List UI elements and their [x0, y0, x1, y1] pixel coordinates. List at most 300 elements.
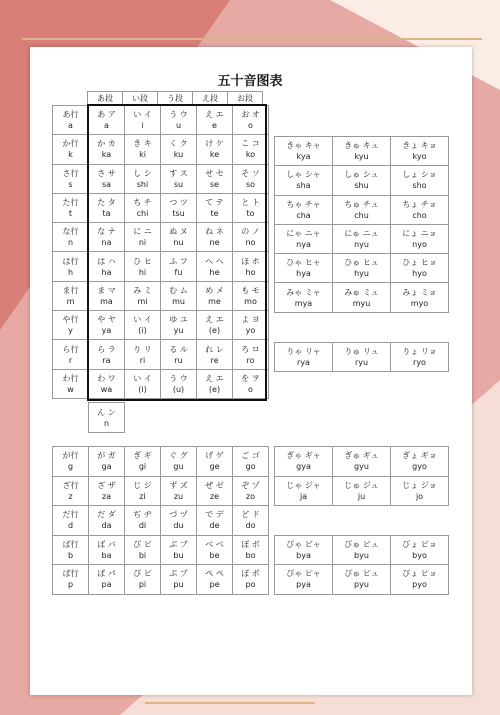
romaji-text: kyo	[412, 152, 427, 162]
romaji-text: shu	[354, 181, 369, 191]
yoon-cell	[332, 165, 391, 195]
dakuon-cell	[160, 564, 197, 595]
kana-text: ご ゴ	[241, 451, 260, 461]
kana-cell	[88, 134, 125, 164]
romaji-text: byu	[354, 550, 369, 560]
row-label	[52, 564, 89, 595]
yoon-cell	[274, 224, 333, 254]
kana-text: りゅ リュ	[344, 347, 379, 357]
yoon-cell	[274, 165, 333, 195]
dakuon-yoon-cell	[332, 476, 391, 507]
row-label	[52, 310, 89, 340]
yoon-cell	[332, 253, 391, 283]
romaji-text: so	[245, 179, 256, 189]
romaji-text: pa	[101, 580, 112, 590]
romaji-text: zo	[245, 491, 256, 501]
dakuon-cell	[124, 564, 161, 595]
romaji-text: ryu	[354, 358, 369, 368]
romaji-text: bu	[173, 550, 184, 560]
kana-cell	[160, 164, 197, 194]
romaji-text: ro	[246, 355, 255, 365]
kana-text: が行	[62, 451, 79, 461]
romaji-text: p	[67, 580, 74, 590]
romaji-text: ryo	[413, 358, 426, 368]
romaji-text: nu	[173, 238, 184, 248]
kana-cell	[160, 251, 197, 281]
romaji-text: byo	[412, 550, 427, 560]
empty-slot	[332, 505, 390, 535]
kana-text: は行	[62, 256, 79, 266]
romaji-text: e	[212, 121, 217, 131]
romaji-text: (i)	[138, 326, 147, 336]
kana-text: びゃ ビャ	[286, 539, 321, 549]
kana-cell	[124, 134, 161, 164]
kana-text: う ウ	[169, 110, 188, 120]
dakuon-cell	[160, 476, 197, 507]
kana-cell	[196, 369, 233, 399]
kana-text: む ム	[169, 285, 188, 295]
column-header: あ段	[87, 91, 123, 105]
kana-cell	[88, 369, 125, 399]
romaji-text: kya	[296, 152, 311, 162]
kana-cell	[232, 339, 269, 369]
yoon-cell	[390, 253, 449, 283]
kana-cell	[88, 281, 125, 311]
kana-cell	[88, 105, 125, 135]
dakuon-cell	[124, 446, 161, 477]
kana-text: ら行	[62, 344, 79, 354]
kana-text: ちゅ チュ	[344, 199, 379, 209]
kana-text: づ ヅ	[169, 510, 188, 520]
kana-text: さ サ	[97, 168, 116, 178]
romaji-text: gyo	[412, 462, 427, 472]
romaji-text: b	[67, 550, 74, 560]
romaji-text: re	[210, 355, 219, 365]
romaji-text: tsu	[172, 209, 185, 219]
kana-cell	[88, 164, 125, 194]
column-headers	[88, 91, 263, 105]
romaji-text: du	[173, 521, 184, 531]
yoon-cell	[274, 282, 333, 312]
romaji-text: o	[248, 384, 253, 394]
kana-cell	[88, 222, 125, 252]
dakuon-cell	[88, 505, 125, 536]
kana-cell	[124, 222, 161, 252]
kana-text: さ行	[62, 168, 79, 178]
kana-cell	[196, 222, 233, 252]
dakuon-cell	[232, 564, 269, 595]
yoon-cell	[332, 195, 391, 225]
kana-cell	[124, 369, 161, 399]
romaji-text: gya	[296, 462, 311, 472]
yoon-ra-table	[274, 342, 448, 371]
kana-text: ず ズ	[169, 480, 188, 490]
kana-text: け ケ	[205, 139, 224, 149]
romaji-text: pya	[296, 580, 311, 590]
dakuon-yoon-cell	[390, 476, 449, 507]
kana-text: す ス	[169, 168, 188, 178]
romaji-text: ya	[101, 326, 112, 336]
column-header: う段	[157, 91, 193, 105]
yoon-cell	[332, 342, 391, 372]
kana-text: りょ リョ	[402, 347, 437, 357]
kana-text: みゅ ミュ	[344, 287, 379, 297]
kana-cell	[196, 339, 233, 369]
kana-text: ん ン	[97, 407, 116, 417]
dakuon-yoon-table	[274, 446, 448, 594]
kana-text: お オ	[241, 110, 260, 120]
column-header: い段	[122, 91, 158, 105]
kana-text: で デ	[205, 510, 224, 520]
dakuon-cell	[160, 535, 197, 566]
kana-text: じゃ ジャ	[286, 480, 321, 490]
kana-text: く ク	[169, 139, 188, 149]
kana-text: ぱ パ	[97, 569, 116, 579]
kana-text: つ ツ	[169, 198, 188, 208]
romaji-text: m	[66, 296, 75, 306]
romaji-text: hi	[138, 267, 147, 277]
dakuon-cell	[88, 476, 125, 507]
kana-text: じゅ ジュ	[344, 480, 379, 490]
romaji-text: wa	[100, 384, 113, 394]
romaji-text: h	[67, 267, 74, 277]
gold-line-bottom	[145, 702, 315, 704]
kana-text: ぼ ボ	[241, 539, 260, 549]
romaji-text: mo	[244, 296, 257, 306]
romaji-text: hya	[296, 269, 311, 279]
row-label	[52, 339, 89, 369]
kana-cell	[196, 281, 233, 311]
column-header: お段	[227, 91, 263, 105]
dakuon-cell	[196, 535, 233, 566]
romaji-text: de	[209, 521, 220, 531]
yoon-cell	[390, 282, 449, 312]
romaji-text: po	[245, 580, 256, 590]
romaji-text: pu	[173, 580, 184, 590]
kana-text: ば行	[62, 539, 79, 549]
dakuon-yoon-cell	[274, 446, 333, 477]
kana-cell	[232, 222, 269, 252]
kana-text: ぎょ ギョ	[402, 451, 437, 461]
kana-text: ぬ ヌ	[169, 227, 188, 237]
kana-text: あ行	[62, 110, 79, 120]
kana-text: ざ行	[62, 480, 79, 490]
dakuon-cell	[196, 505, 233, 536]
dakuon-cell	[196, 446, 233, 477]
romaji-text: cho	[412, 210, 427, 220]
kana-text: ら ラ	[97, 344, 116, 354]
romaji-text: o	[248, 121, 253, 131]
dakuon-cell	[88, 564, 125, 595]
yoon-cell	[390, 136, 449, 166]
romaji-text: me	[208, 296, 221, 306]
kana-cell	[124, 164, 161, 194]
romaji-text: ha	[101, 267, 112, 277]
yoon-cell	[274, 253, 333, 283]
row-label	[52, 281, 89, 311]
kana-cell	[160, 339, 197, 369]
kana-text: や ヤ	[97, 315, 116, 325]
kana-text: な行	[62, 227, 79, 237]
yoon-cell	[274, 195, 333, 225]
romaji-text: ru	[174, 355, 183, 365]
dakuon-cell	[160, 505, 197, 536]
kana-text: て テ	[205, 198, 224, 208]
kana-text: の ノ	[241, 227, 260, 237]
kana-text: み ミ	[133, 285, 152, 295]
kana-cell	[88, 193, 125, 223]
romaji-text: pi	[138, 580, 147, 590]
kana-cell	[196, 164, 233, 194]
kana-text: びょ ビョ	[402, 539, 437, 549]
dakuon-yoon-cell	[274, 535, 333, 566]
romaji-text: bya	[296, 550, 311, 560]
kana-cell	[232, 251, 269, 281]
kana-cell	[124, 339, 161, 369]
kana-cell	[160, 193, 197, 223]
kana-text: を ヲ	[241, 373, 260, 383]
kana-text: え エ	[205, 373, 224, 383]
romaji-text: ta	[102, 209, 111, 219]
romaji-text: zu	[173, 491, 184, 501]
kana-text: あ ア	[97, 110, 116, 120]
kana-cell-n	[88, 402, 125, 433]
kana-text: ちょ チョ	[402, 199, 437, 209]
kana-text: しょ ショ	[402, 170, 437, 180]
kana-text: みょ ミョ	[402, 287, 437, 297]
romaji-text: a	[104, 121, 109, 131]
yoon-cell	[390, 195, 449, 225]
dakuon-cell	[88, 535, 125, 566]
romaji-text: ko	[245, 150, 256, 160]
row-label	[52, 535, 89, 566]
kana-text: ぴ ピ	[133, 569, 152, 579]
kana-cell	[160, 134, 197, 164]
romaji-text: d	[67, 521, 74, 531]
kana-text: だ ダ	[97, 510, 116, 520]
kana-text: しゃ シャ	[286, 170, 321, 180]
yoon-cell	[332, 224, 391, 254]
column-header: え段	[192, 91, 228, 105]
kana-text: にゃ ニャ	[286, 229, 321, 239]
romaji-text: no	[245, 238, 256, 248]
romaji-text: ne	[209, 238, 220, 248]
kana-text: ろ ロ	[241, 344, 260, 354]
row-label	[52, 134, 89, 164]
romaji-text: ri	[139, 355, 146, 365]
kana-text: た タ	[97, 198, 116, 208]
kana-cell	[196, 310, 233, 340]
kana-text: にょ ニョ	[402, 229, 437, 239]
kana-cell	[232, 105, 269, 135]
kana-text: せ セ	[205, 168, 224, 178]
romaji-text: mu	[172, 296, 185, 306]
row-label	[52, 446, 89, 477]
kana-text: き キ	[133, 139, 152, 149]
kana-text: ひゅ ヒュ	[344, 258, 379, 268]
kana-text: じ ジ	[133, 480, 152, 490]
romaji-text: bo	[245, 550, 256, 560]
romaji-text: yu	[173, 326, 184, 336]
gold-line-top	[22, 38, 482, 40]
kana-text: ひ ヒ	[133, 256, 152, 266]
romaji-text: sha	[296, 181, 311, 191]
kana-cell	[124, 310, 161, 340]
kana-text: べ ベ	[205, 539, 224, 549]
romaji-text: chi	[136, 209, 149, 219]
romaji-text: ka	[101, 150, 112, 160]
dakuon-cell	[196, 476, 233, 507]
kana-text: に ニ	[133, 227, 152, 237]
romaji-text: ni	[138, 238, 147, 248]
dakuon-cell	[232, 535, 269, 566]
kana-text: ぜ ゼ	[205, 480, 224, 490]
kana-text: ま マ	[97, 285, 116, 295]
yoon-cell	[332, 282, 391, 312]
romaji-text: zi	[139, 491, 146, 501]
page-title: 五十音图表	[217, 74, 283, 89]
kana-cell	[232, 310, 269, 340]
kana-text: り リ	[133, 344, 152, 354]
dakuon-cell	[124, 476, 161, 507]
n-kana-table	[88, 402, 124, 432]
romaji-text: pe	[209, 580, 220, 590]
dakuon-cell	[232, 476, 269, 507]
kana-text: れ レ	[205, 344, 224, 354]
kana-cell	[232, 164, 269, 194]
kana-text: な ナ	[97, 227, 116, 237]
romaji-text: nyu	[354, 240, 369, 250]
romaji-text: s	[68, 179, 73, 189]
romaji-text: ma	[100, 296, 113, 306]
kana-text: う ウ	[169, 373, 188, 383]
kana-text: び ビ	[133, 539, 152, 549]
romaji-text: n	[67, 238, 74, 248]
romaji-text: za	[101, 491, 112, 501]
kana-text: る ル	[169, 344, 188, 354]
romaji-text: n	[103, 418, 110, 428]
romaji-text: bi	[138, 550, 147, 560]
romaji-text: di	[138, 521, 147, 531]
kana-cell	[196, 193, 233, 223]
romaji-text: ke	[209, 150, 220, 160]
kana-cell	[124, 281, 161, 311]
dakuon-cell	[232, 505, 269, 536]
kana-cell	[160, 105, 197, 135]
kana-cell	[232, 369, 269, 399]
kana-text: ぽ ポ	[241, 569, 260, 579]
dakuon-cell	[160, 446, 197, 477]
kana-text: わ ワ	[97, 373, 116, 383]
yoon-cell	[390, 165, 449, 195]
romaji-text: be	[209, 550, 220, 560]
kana-text: びゅ ビュ	[344, 539, 379, 549]
romaji-text: he	[209, 267, 220, 277]
romaji-text: (e)	[208, 384, 221, 394]
kana-text: と ト	[241, 198, 260, 208]
kana-text: そ ソ	[241, 168, 260, 178]
romaji-text: myu	[352, 298, 371, 308]
yoon-cell	[390, 224, 449, 254]
kana-text: みゃ ミャ	[286, 287, 321, 297]
kana-cell	[232, 281, 269, 311]
kana-cell	[196, 134, 233, 164]
romaji-text: gu	[173, 462, 184, 472]
romaji-text: su	[173, 179, 184, 189]
romaji-text: g	[67, 462, 74, 472]
romaji-text: mya	[294, 298, 313, 308]
kana-cell	[124, 193, 161, 223]
dakuon-table	[52, 446, 268, 594]
row-label	[52, 505, 89, 536]
kana-text: ひゃ ヒャ	[286, 258, 321, 268]
kana-text: い イ	[133, 315, 152, 325]
romaji-text: ga	[101, 462, 112, 472]
romaji-text: a	[68, 121, 73, 131]
dakuon-yoon-cell	[332, 564, 391, 595]
yoon-cell	[332, 136, 391, 166]
kana-text: も モ	[241, 285, 260, 295]
romaji-text: ja	[299, 491, 308, 501]
romaji-text: (e)	[208, 326, 221, 336]
romaji-text: myo	[410, 298, 429, 308]
romaji-text: do	[245, 521, 256, 531]
dakuon-cell	[232, 446, 269, 477]
romaji-text: te	[210, 209, 219, 219]
dakuon-yoon-cell	[274, 476, 333, 507]
romaji-text: ge	[209, 462, 220, 472]
romaji-text: da	[101, 521, 112, 531]
romaji-text: r	[68, 355, 73, 365]
kana-text: ふ フ	[169, 256, 188, 266]
dakuon-yoon-cell	[274, 564, 333, 595]
kana-cell	[196, 251, 233, 281]
kana-text: か行	[62, 139, 79, 149]
romaji-text: rya	[297, 358, 310, 368]
dakuon-cell	[196, 564, 233, 595]
kana-text: わ行	[62, 373, 79, 383]
dakuon-cell	[88, 446, 125, 477]
romaji-text: se	[209, 179, 220, 189]
romaji-text: ba	[101, 550, 112, 560]
romaji-text: pyo	[412, 580, 427, 590]
yoon-table	[274, 136, 448, 312]
kana-text: え エ	[205, 110, 224, 120]
romaji-text: (u)	[172, 384, 185, 394]
romaji-text: hyo	[412, 269, 427, 279]
kana-cell	[160, 281, 197, 311]
kana-text: め メ	[205, 285, 224, 295]
kana-text: よ ヨ	[241, 315, 260, 325]
romaji-text: na	[101, 238, 112, 248]
romaji-text: z	[68, 491, 73, 501]
kana-text: じょ ジョ	[402, 480, 437, 490]
kana-text: きゃ キャ	[286, 141, 321, 151]
romaji-text: hyu	[354, 269, 369, 279]
dakuon-cell	[124, 535, 161, 566]
kana-text: や行	[62, 315, 79, 325]
romaji-text: ra	[102, 355, 111, 365]
romaji-text: yo	[245, 326, 256, 336]
kana-cell	[196, 105, 233, 135]
romaji-text: (i)	[138, 384, 147, 394]
kana-text: ど ド	[241, 510, 260, 520]
kana-text: ひょ ヒョ	[402, 258, 437, 268]
romaji-text: ze	[209, 491, 220, 501]
kana-text: ぴゅ ピュ	[344, 569, 379, 579]
kana-cell	[232, 193, 269, 223]
kana-text: ぐ グ	[169, 451, 188, 461]
